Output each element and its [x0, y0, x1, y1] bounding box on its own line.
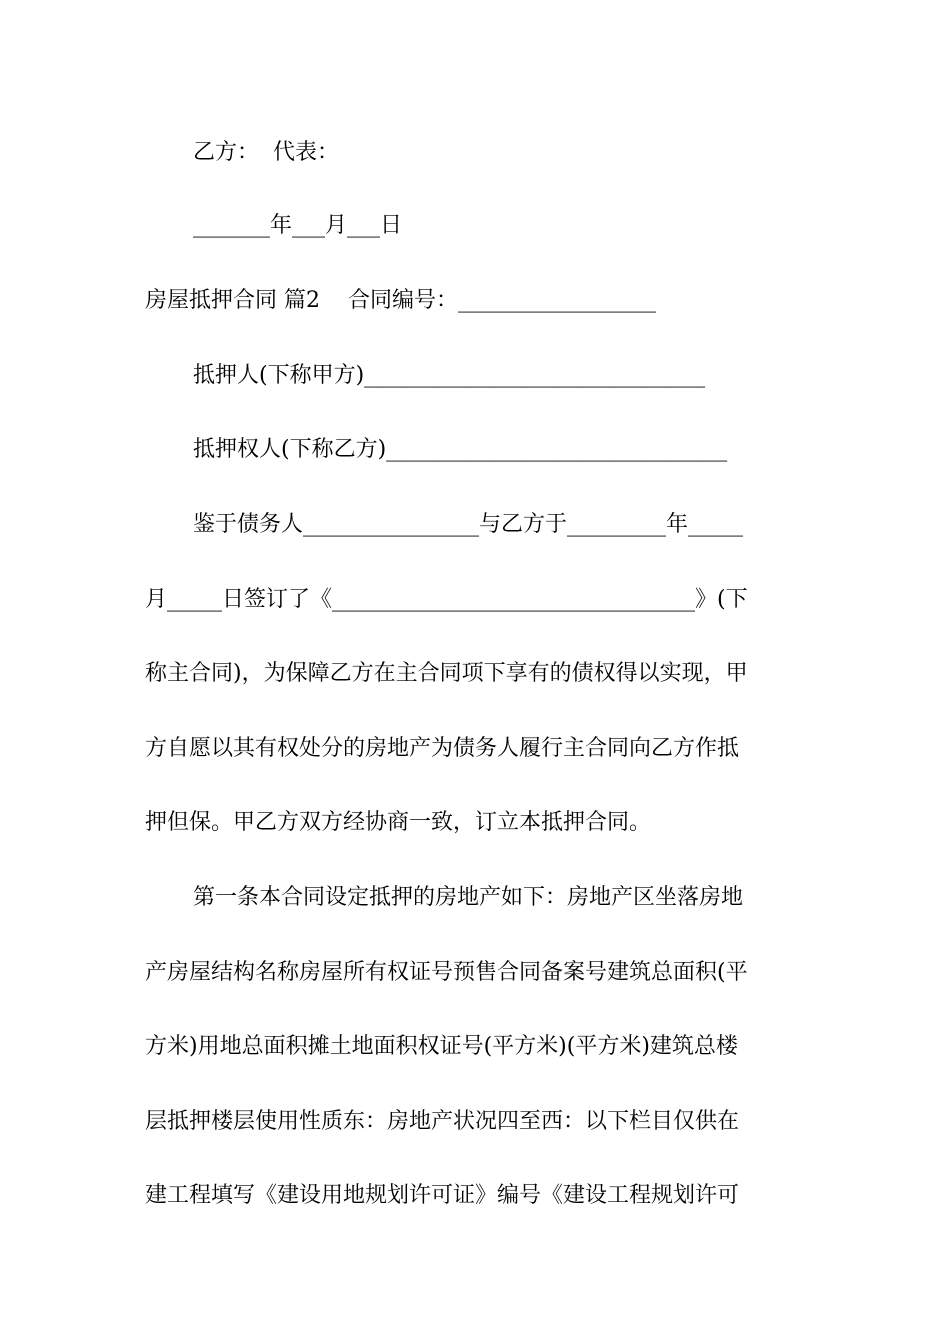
paragraph-2-line-1: 第一条本合同设定抵押的房地产如下：房地产区坐落房地 [193, 885, 744, 910]
paragraph-1-line-5: 押但保。甲乙方双方经协商一致，订立本抵押合同。 [145, 810, 652, 835]
paragraph-2-line-5: 建工程填写《建设用地规划许可证》编号《建设工程规划许可 [145, 1183, 740, 1208]
paragraph-1-line-2: 月_____日签订了《_________________________________》(下 [145, 587, 748, 612]
date-line: _______年___月___日 [193, 213, 403, 238]
paragraph-2-line-2: 产房屋结构名称房屋所有权证号预售合同备案号建筑总面积(平 [145, 960, 748, 985]
mortgagee-line: 抵押权人(下称乙方)_______________________________ [193, 437, 728, 462]
paragraph-2-line-3: 方米)用地总面积摊土地面积权证号(平方米)(平方米)建筑总楼 [145, 1034, 738, 1059]
mortgagor-line: 抵押人(下称甲方)_______________________________ [193, 363, 706, 388]
contract-title-line: 房屋抵押合同 篇2 合同编号：__________________ [145, 288, 656, 313]
paragraph-1-line-4: 方自愿以其有权处分的房地产为债务人履行主合同向乙方作抵 [145, 736, 740, 761]
paragraph-2-line-4: 层抵押楼层使用性质东：房地产状况四至西：以下栏目仅供在 [145, 1109, 740, 1134]
party-b-line: 乙方： 代表： [193, 140, 339, 165]
paragraph-1-line-1: 鉴于债务人________________与乙方于_________年_____ [193, 512, 744, 537]
paragraph-1-line-3: 称主合同)，为保障乙方在主合同项下享有的债权得以实现，甲 [145, 661, 748, 686]
